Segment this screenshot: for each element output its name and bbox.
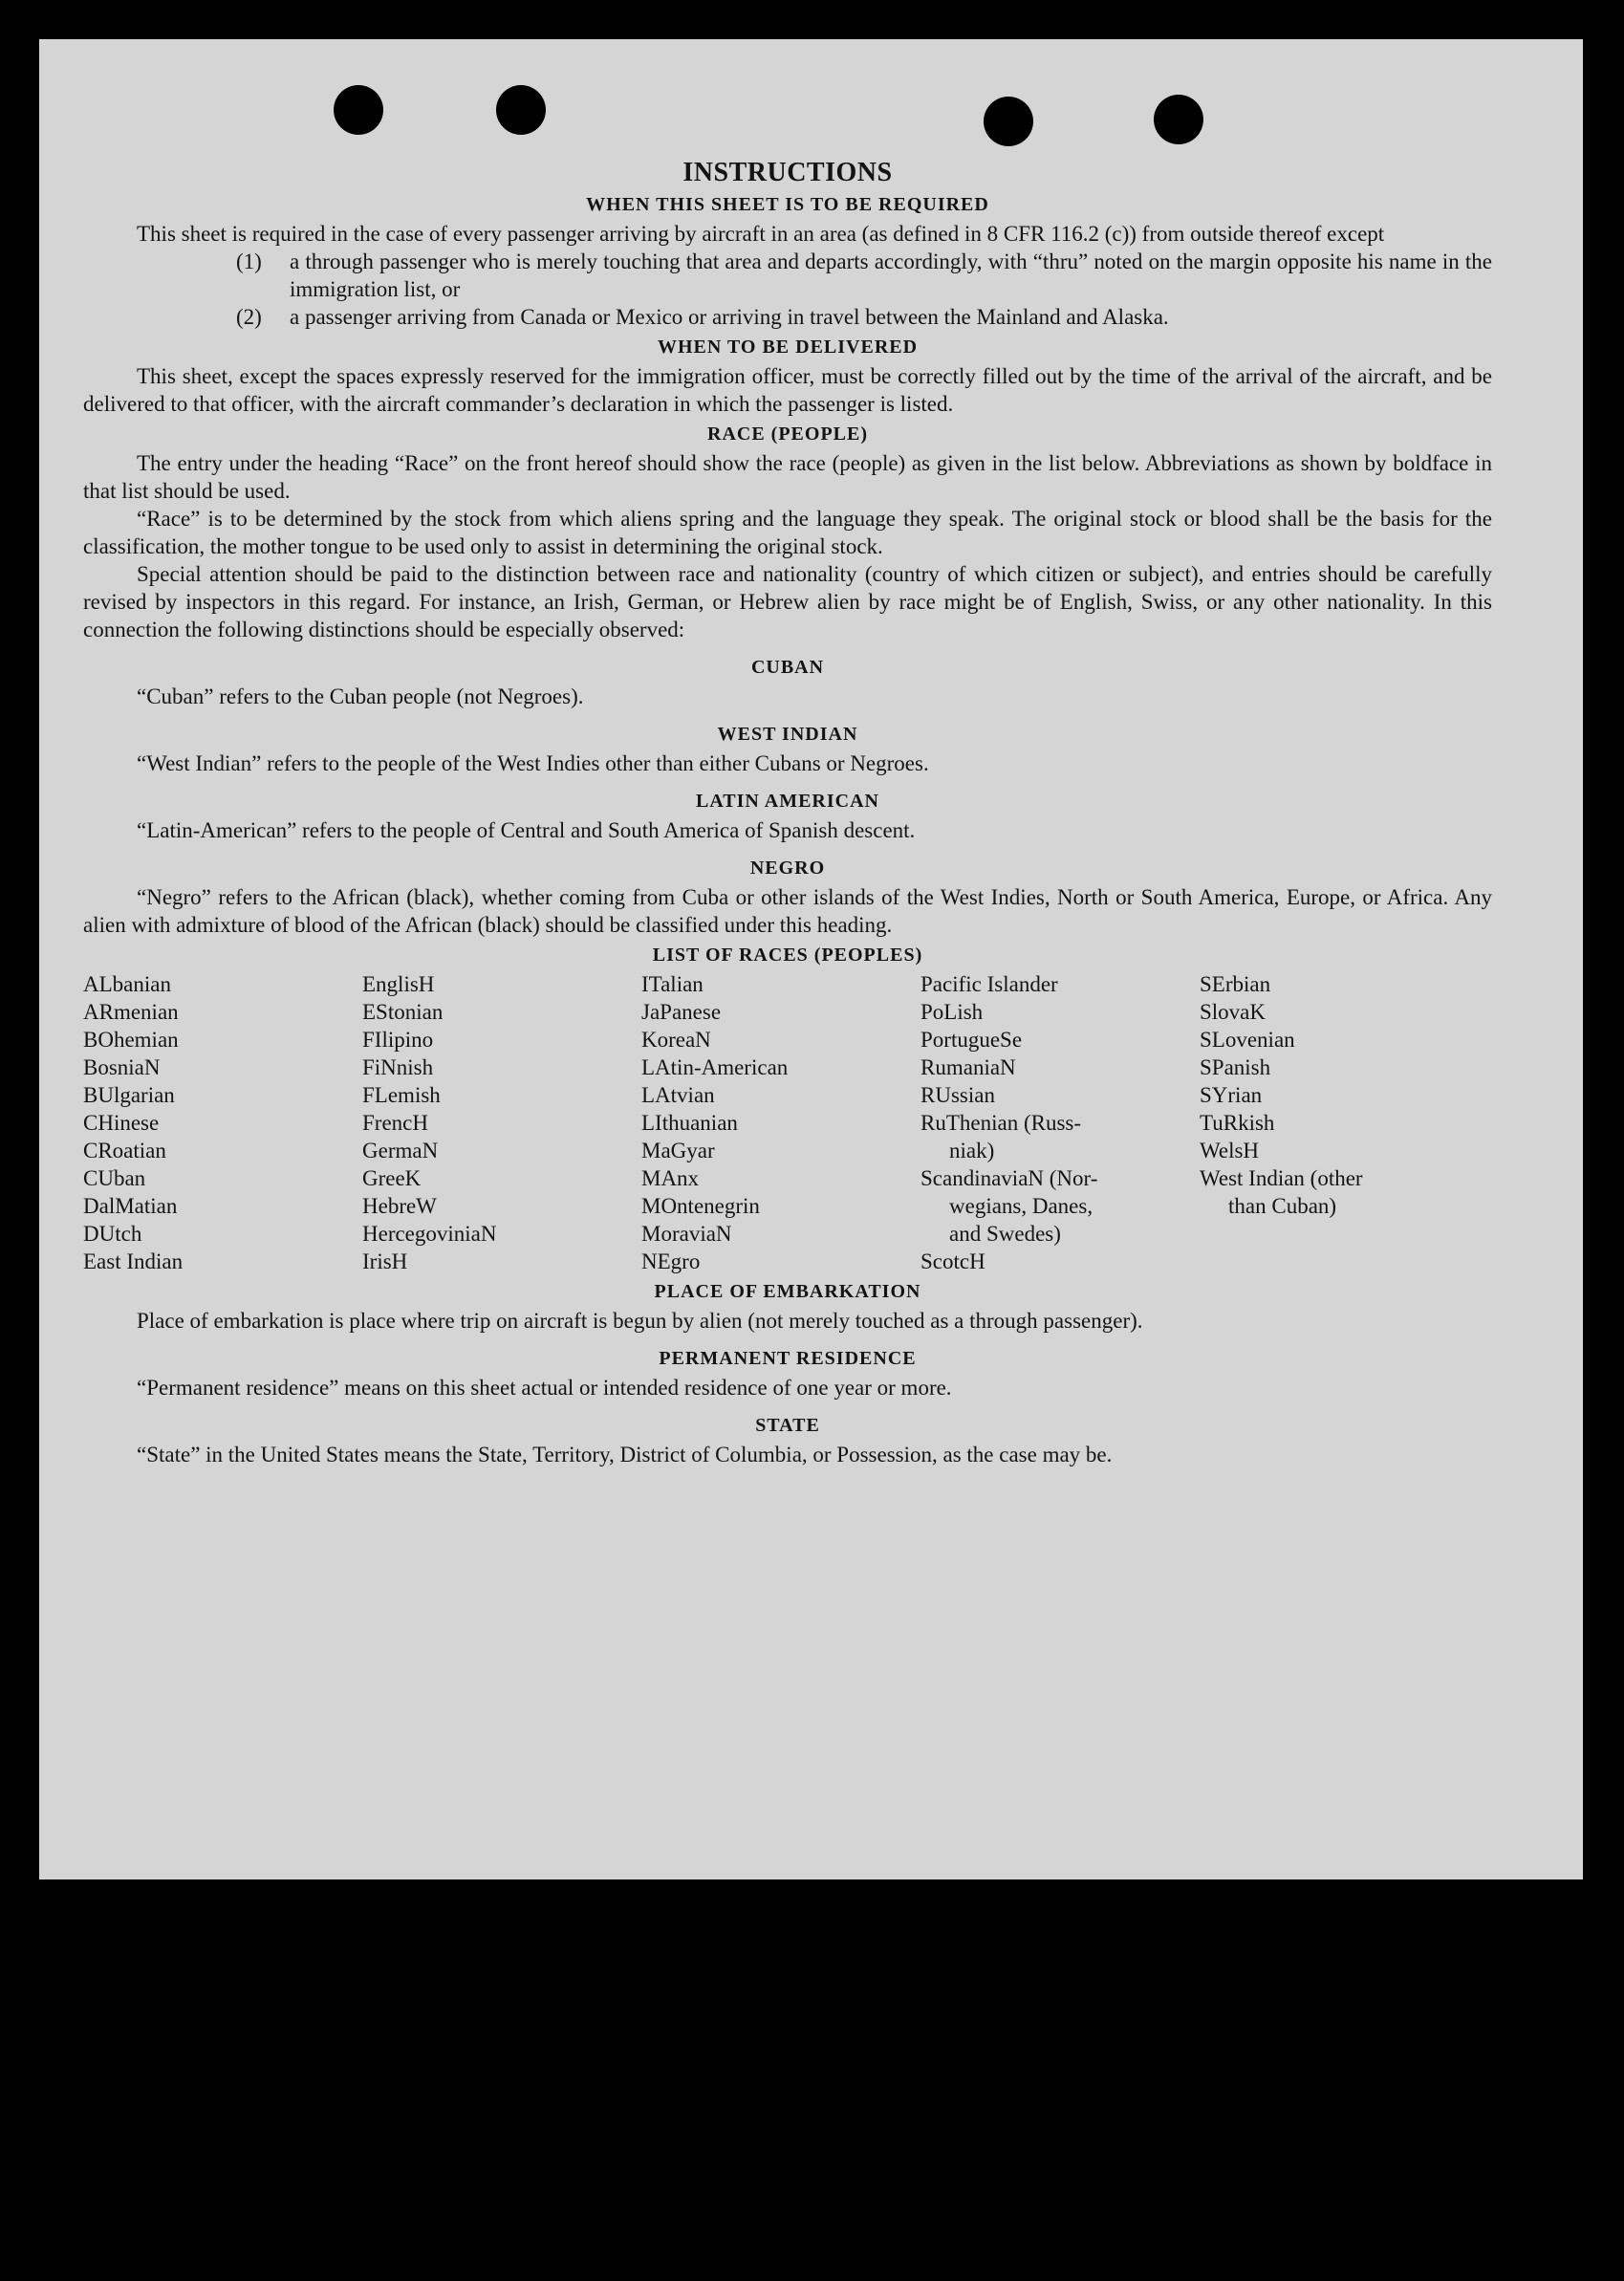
- race-entry: LIthuanian: [641, 1111, 738, 1135]
- west-indian-text: “West Indian” refers to the people of the West Indies other than either Cubans or Negroes.: [137, 751, 929, 775]
- race-entry: ScotcH: [920, 1249, 985, 1273]
- race-entry: ScandinaviaN (Nor-: [920, 1166, 1098, 1190]
- race-paragraph: Special attention should be paid to the distinction between race and nationality (country of which citizen or subject), and entries should be carefully revised by inspectors in this regard. For instance, an Irish, German, or Hebrew alien by race might be of English, Swiss, or any other nationality. In this connection the following distinctions should be especially observed:: [83, 562, 1492, 641]
- race-entry: ALbanian: [83, 972, 171, 996]
- race-entry: CUban: [83, 1166, 146, 1190]
- punch-hole: [984, 97, 1033, 146]
- exception-text: a passenger arriving from Canada or Mexico or arriving in travel between the Mainland and Alaska.: [290, 305, 1169, 329]
- race-entry: EStonian: [362, 1000, 444, 1024]
- race-column: [920, 970, 1200, 1275]
- race-entry: WelsH: [1200, 1139, 1260, 1162]
- race-entry: SlovaK: [1200, 1000, 1266, 1024]
- race-column: [362, 970, 641, 1275]
- section-heading: WHEN TO BE DELIVERED: [657, 337, 919, 358]
- race-entry: FrencH: [362, 1111, 428, 1135]
- residence-text: “Permanent residence” means on this sheet actual or intended residence of one year or more.: [137, 1376, 952, 1400]
- race-entry: NEgro: [641, 1249, 701, 1273]
- section-heading: CUBAN: [750, 657, 825, 678]
- cuban-text: “Cuban” refers to the Cuban people (not Negroes).: [137, 684, 584, 708]
- race-entry: FLemish: [362, 1083, 441, 1107]
- exception-text: a through passenger who is merely touching that area and departs accordingly, with “thru” noted on the margin opposite his name in the immigration list, or: [290, 250, 1492, 301]
- race-column: [641, 970, 920, 1275]
- race-entry: East Indian: [83, 1249, 184, 1273]
- race-entry: West Indian (other: [1200, 1166, 1363, 1190]
- race-entry: LAtvian: [641, 1083, 715, 1107]
- section-heading: PLACE OF EMBARKATION: [654, 1281, 921, 1302]
- race-paragraph: “Race” is to be determined by the stock from which aliens spring and the language they speak. The original stock or blood shall be the basis for the classification, the mother tongue to be used only to assist in determining the original stock.: [83, 507, 1492, 558]
- race-entry: DalMatian: [83, 1194, 178, 1218]
- race-entry: SErbian: [1200, 972, 1271, 996]
- race-entry: RuThenian (Russ-: [920, 1111, 1082, 1135]
- race-entry: RumaniaN: [920, 1055, 1016, 1079]
- race-entry: wegians, Danes,: [949, 1194, 1093, 1218]
- negro-text: “Negro” refers to the African (black), whether coming from Cuba or other islands of the West Indies, North or South America, Europe, or Africa. Any alien with admixture of blood of the African (black) should be classified under this heading.: [83, 885, 1492, 937]
- race-entry: LAtin-American: [641, 1055, 789, 1079]
- race-entry: KoreaN: [641, 1028, 711, 1052]
- race-entry: DUtch: [83, 1222, 142, 1246]
- race-entry: JaPanese: [641, 1000, 722, 1024]
- race-entry: SYrian: [1200, 1083, 1263, 1107]
- exception-item: [236, 248, 1492, 303]
- race-entry: BOhemian: [83, 1028, 179, 1052]
- race-entry: niak): [949, 1139, 995, 1162]
- exception-number: (2): [236, 305, 262, 329]
- section-heading: LIST OF RACES (PEOPLES): [652, 945, 923, 966]
- required-intro: This sheet is required in the case of every passenger arriving by aircraft in an area (as defined in 8 CFR 116.2 (c)) from outside thereof except: [137, 222, 1385, 246]
- race-entry: MaGyar: [641, 1139, 715, 1162]
- race-column: [1200, 970, 1492, 1275]
- race-entry: and Swedes): [949, 1222, 1061, 1246]
- page-title: INSTRUCTIONS: [682, 158, 893, 187]
- delivered-text: This sheet, except the spaces expressly reserved for the immigration officer, must be correctly filled out by the time of the arrival of the aircraft, and be delivered to that officer, with the aircraft commander’s declaration in which the passenger is listed.: [83, 364, 1492, 416]
- race-column: [83, 970, 362, 1275]
- race-entry: than Cuban): [1228, 1194, 1337, 1218]
- race-entry: TuRkish: [1200, 1111, 1275, 1135]
- race-entry: SPanish: [1200, 1055, 1271, 1079]
- race-entry: EnglisH: [362, 972, 435, 996]
- instructions-content: [83, 158, 1492, 1468]
- exception-item: [236, 303, 1492, 331]
- exception-number: (1): [236, 250, 262, 273]
- section-heading: NEGRO: [749, 858, 826, 879]
- race-entry: CHinese: [83, 1111, 160, 1135]
- race-entry: IrisH: [362, 1249, 408, 1273]
- race-paragraph: The entry under the heading “Race” on the front hereof should show the race (people) as given in the list below. Abbreviations as shown by boldface in that list should be used.: [83, 451, 1492, 503]
- race-entry: BUlgarian: [83, 1083, 175, 1107]
- document-sheet: [39, 39, 1583, 1879]
- punch-hole: [334, 85, 383, 135]
- race-entry: GermaN: [362, 1139, 439, 1162]
- race-entry: PoLish: [920, 1000, 984, 1024]
- punch-hole: [1154, 95, 1203, 144]
- section-heading: WHEN THIS SHEET IS TO BE REQUIRED: [586, 194, 989, 215]
- race-entry: CRoatian: [83, 1139, 166, 1162]
- section-heading: WEST INDIAN: [717, 724, 858, 745]
- latin-american-text: “Latin-American” refers to the people of Central and South America of Spanish descent.: [137, 818, 916, 842]
- race-entry: Pacific Islander: [920, 972, 1058, 996]
- race-entry: HercegoviniaN: [362, 1222, 497, 1246]
- race-entry: ARmenian: [83, 1000, 179, 1024]
- race-entry: RUssian: [920, 1083, 995, 1107]
- section-heading: STATE: [755, 1415, 820, 1436]
- section-heading: RACE (PEOPLE): [707, 424, 868, 445]
- section-heading: PERMANENT RESIDENCE: [659, 1348, 917, 1369]
- state-text: “State” in the United States means the State, Territory, District of Columbia, or Possession, as the case may be.: [137, 1443, 1113, 1466]
- race-entry: FIlipino: [362, 1028, 434, 1052]
- race-entry: SLovenian: [1200, 1028, 1295, 1052]
- race-entry: MoraviaN: [641, 1222, 732, 1246]
- section-heading: LATIN AMERICAN: [696, 791, 879, 812]
- race-entry: GreeK: [362, 1166, 422, 1190]
- race-list: [83, 970, 1492, 1275]
- race-entry: MAnx: [641, 1166, 700, 1190]
- punch-hole: [496, 85, 546, 135]
- race-entry: FiNnish: [362, 1055, 434, 1079]
- race-entry: HebreW: [362, 1194, 437, 1218]
- embarkation-text: Place of embarkation is place where trip on aircraft is begun by alien (not merely touched as a through passenger).: [137, 1309, 1143, 1333]
- race-entry: ITalian: [641, 972, 704, 996]
- race-entry: MOntenegrin: [641, 1194, 760, 1218]
- race-entry: BosniaN: [83, 1055, 161, 1079]
- race-entry: PortugueSe: [920, 1028, 1023, 1052]
